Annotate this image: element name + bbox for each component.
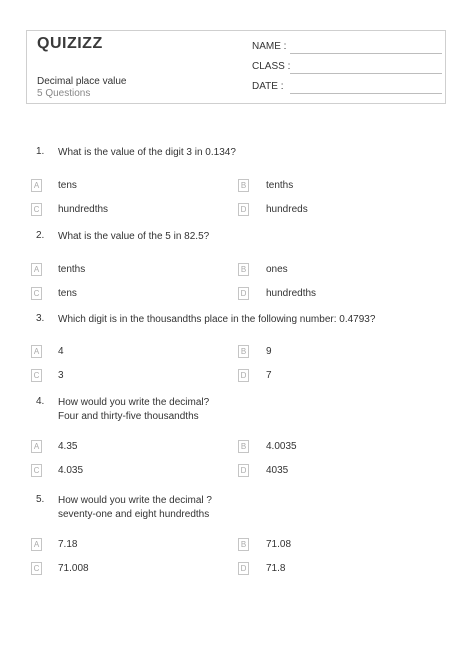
option-text: 4.0035 [266,441,297,452]
option-text: 71.8 [266,563,286,574]
option-letter-box[interactable]: B [238,179,249,192]
question-text: Which digit is in the thousandths place in the following number: 0.4793? [58,314,376,325]
option-text: 4.35 [58,441,78,452]
question-number: 1. [36,146,45,157]
date-label: DATE : [252,81,284,92]
question-number: 2. [36,230,45,241]
question-number: 5. [36,494,45,505]
question-text: How would you write the decimal? [58,397,210,408]
question-number: 4. [36,396,45,407]
option-text: hundredths [58,204,109,215]
option-letter-box[interactable]: C [31,203,42,216]
question-number: 3. [36,313,45,324]
option-text: 4035 [266,465,289,476]
option-letter-box[interactable]: D [238,287,249,300]
date-field [252,81,283,92]
quizizz-logo: QUIZIZZ [37,35,103,52]
option-letter-box[interactable]: C [31,562,42,575]
question-count: 5 Questions [37,88,91,99]
option-letter-box[interactable]: A [31,440,42,453]
worksheet-header [26,30,446,104]
name-field [252,41,286,52]
class-line[interactable] [290,73,442,74]
option-text: tens [58,180,77,191]
option-letter-box[interactable]: D [238,562,249,575]
option-text: 71.08 [266,539,292,550]
option-letter-box[interactable]: C [31,369,42,382]
option-text: hundreds [266,204,308,215]
option-text: ones [266,264,288,275]
option-letter-box[interactable]: C [31,464,42,477]
option-text: hundredths [266,288,317,299]
date-line[interactable] [290,93,442,94]
option-letter-box[interactable]: C [31,287,42,300]
option-letter-box[interactable]: A [31,345,42,358]
option-text: 7 [266,370,272,381]
worksheet-title: Decimal place value [37,76,127,87]
option-letter-box[interactable]: D [238,369,249,382]
option-text: tens [58,288,77,299]
option-text: tenths [266,180,294,191]
question-text: How would you write the decimal ? [58,495,212,506]
question-text: What is the value of the digit 3 in 0.134? [58,147,236,158]
option-letter-box[interactable]: D [238,203,249,216]
option-text: 3 [58,370,64,381]
option-text: 7.18 [58,539,78,550]
option-text: 9 [266,346,272,357]
option-letter-box[interactable]: B [238,538,249,551]
option-letter-box[interactable]: B [238,440,249,453]
option-letter-box[interactable]: A [31,179,42,192]
option-text: 4 [58,346,64,357]
question-text: seventy-one and eight hundredths [58,509,210,520]
option-letter-box[interactable]: D [238,464,249,477]
name-line[interactable] [290,53,442,54]
option-text: 4.035 [58,465,84,476]
option-letter-box[interactable]: B [238,345,249,358]
option-text: 71.008 [58,563,89,574]
option-letter-box[interactable]: A [31,538,42,551]
name-label: NAME : [252,41,287,52]
class-label: CLASS : [252,61,291,72]
question-text: What is the value of the 5 in 82.5? [58,231,210,242]
question-text: Four and thirty-five thousandths [58,411,199,422]
option-letter-box[interactable]: A [31,263,42,276]
option-letter-box[interactable]: B [238,263,249,276]
class-field [252,61,290,72]
option-text: tenths [58,264,86,275]
